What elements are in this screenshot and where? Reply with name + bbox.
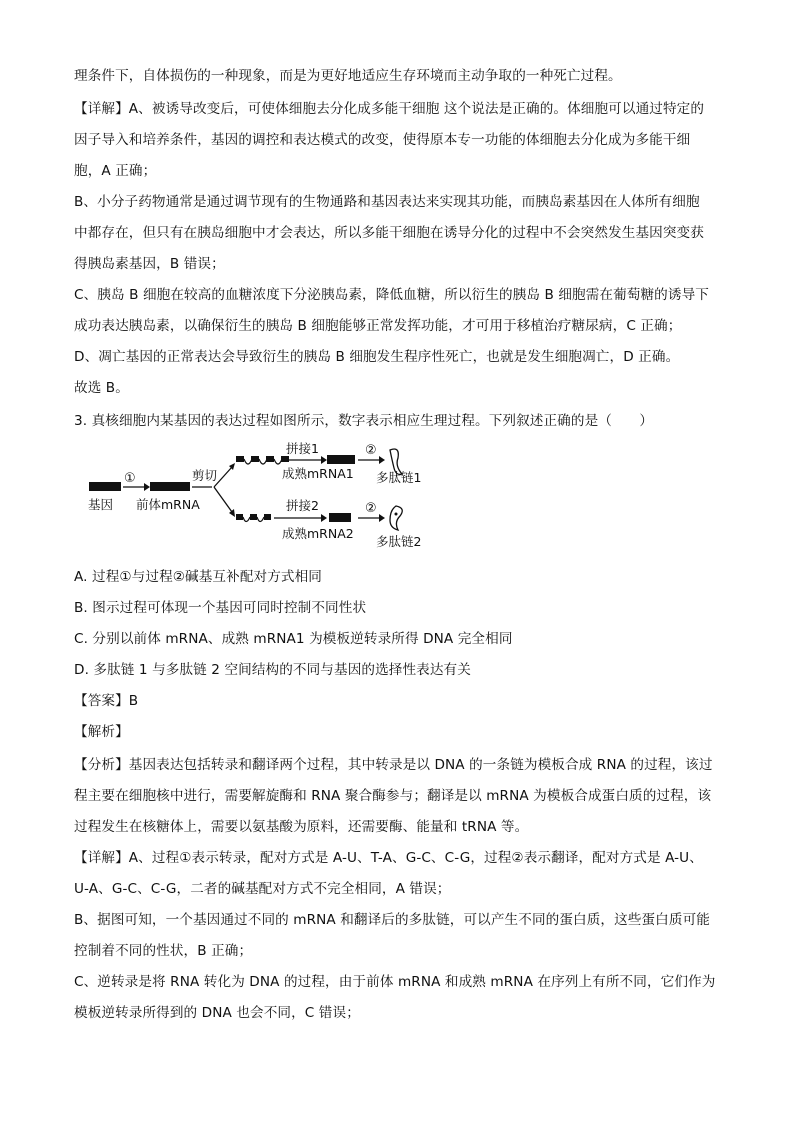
text-line: 【详解】A、被诱导改变后，可使体细胞去分化成多能干细胞 这个说法是正确的。体细胞可以通过特定的: [74, 101, 705, 117]
arrow-head: [144, 483, 150, 491]
step-2b-label: ②: [365, 501, 377, 516]
mature-mrna-1-bar: [327, 455, 355, 464]
analysis-line: 模板逆转录所得到的 DNA 也会不同，C 错误；: [74, 1005, 360, 1021]
option-d: D. 多肽链 1 与多肽链 2 空间结构的不同与基因的选择性表达有关: [74, 662, 471, 678]
polypeptide-1-label: 多肽链1: [376, 470, 422, 485]
splice-1-label: 拼接1: [286, 442, 319, 456]
text-line: 因子导入和培养条件，基因的调控和表达模式的改变，使得原本专一功能的体细胞去分化成为多能干细: [74, 132, 691, 148]
analysis-line: 【分析】基因表达包括转录和翻译两个过程，其中转录是以 DNA 的一条链为模板合成 RNA 的过程，该过: [74, 757, 713, 773]
analysis-line: 控制着不同的性状，B 正确；: [74, 943, 253, 959]
splice-2-label: 拼接2: [286, 498, 319, 513]
option-c: C. 分别以前体 mRNA、成熟 mRNA1 为模板逆转录所得 DNA 完全相同: [74, 631, 513, 647]
option-a: A. 过程①与过程②碱基互补配对方式相同: [74, 569, 322, 585]
cut-fragments-lower: [236, 514, 271, 522]
answer-line: 【答案】B: [74, 693, 139, 709]
gene-bar: [89, 482, 121, 491]
branch-line-lower: [214, 487, 232, 512]
cut-label: 剪切: [192, 468, 218, 483]
analysis-line: 【详解】A、过程①表示转录，配对方式是 A-U、T-A、G-C、C-G，过程②表示翻译，配对方式是 A-U、: [74, 850, 703, 866]
polypeptide-2-shape: [390, 506, 402, 530]
step-2a-label: ②: [365, 443, 377, 458]
arrow-head: [379, 514, 385, 522]
analysis-line: U-A、G-C、C-G，二者的碱基配对方式不完全相同，A 错误；: [74, 881, 451, 897]
text-line: 故选 B。: [74, 380, 129, 396]
mature-mrna-1-label: 成熟mRNA1: [282, 466, 354, 481]
text-line: 中都存在，但只有在胰岛细胞中才会表达，所以多能干细胞在诱导分化的过程中不会突然发生基因突变获: [74, 225, 704, 241]
analysis-line: B、据图可知，一个基因通过不同的 mRNA 和翻译后的多肽链，可以产生不同的蛋白质，这些蛋白质可能: [74, 912, 710, 928]
analysis-title: 【解析】: [74, 724, 129, 740]
question-stem: 3. 真核细胞内某基因的表达过程如图所示，数字表示相应生理过程。下列叙述正确的是（ ）: [74, 413, 654, 429]
gene-expression-diagram: [84, 442, 444, 552]
text-line: B、小分子药物通常是通过调节现有的生物通路和基因表达来实现其功能，而胰岛素基因在人体所有细胞: [74, 194, 700, 210]
analysis-line: 程主要在细胞核中进行，需要解旋酶和 RNA 聚合酶参与；翻译是以 mRNA 为模板合成蛋白质的过程，该: [74, 788, 712, 804]
text-line: 成功表达胰岛素，以确保衍生的胰岛 B 细胞能够正常发挥功能，才可用于移植治疗糖尿病，C 正确；: [74, 318, 682, 334]
pre-mrna-bar: [150, 482, 190, 491]
arrow-head: [229, 509, 235, 517]
analysis-line: C、逆转录是将 RNA 转化为 DNA 的过程，由于前体 mRNA 和成熟 mRNA 在序列上有所不同，它们作为: [74, 974, 716, 990]
text-line: 理条件下，自体损伤的一种现象，而是为更好地适应生存环境而主动争取的一种死亡过程。: [74, 68, 622, 84]
arrow-head: [379, 456, 385, 464]
arrow-head: [321, 514, 327, 522]
gene-label: 基因: [88, 497, 114, 512]
option-b: B. 图示过程可体现一个基因可同时控制不同性状: [74, 600, 367, 616]
polypeptide-2-dot: [395, 513, 398, 516]
mature-mrna-2-bar: [329, 513, 351, 522]
text-line: C、胰岛 B 细胞在较高的血糖浓度下分泌胰岛素，降低血糖，所以衍生的胰岛 B 细胞需在葡萄糖的诱导下: [74, 287, 709, 303]
text-line: 得胰岛素基因，B 错误；: [74, 256, 225, 272]
arrow-head: [321, 456, 327, 464]
text-line: 胞，A 正确；: [74, 163, 157, 179]
polypeptide-2-label: 多肽链2: [376, 534, 422, 549]
cut-fragments-upper: [236, 456, 289, 464]
pre-mrna-label: 前体mRNA: [136, 497, 200, 512]
mature-mrna-2-label: 成熟mRNA2: [282, 526, 354, 541]
step-1-label: ①: [124, 471, 136, 486]
analysis-line: 过程发生在核糖体上，需要以氨基酸为原料，还需要酶、能量和 tRNA 等。: [74, 819, 529, 835]
text-line: D、凋亡基因的正常表达会导致衍生的胰岛 B 细胞发生程序性死亡，也就是发生细胞凋亡，D 正确。: [74, 349, 680, 365]
